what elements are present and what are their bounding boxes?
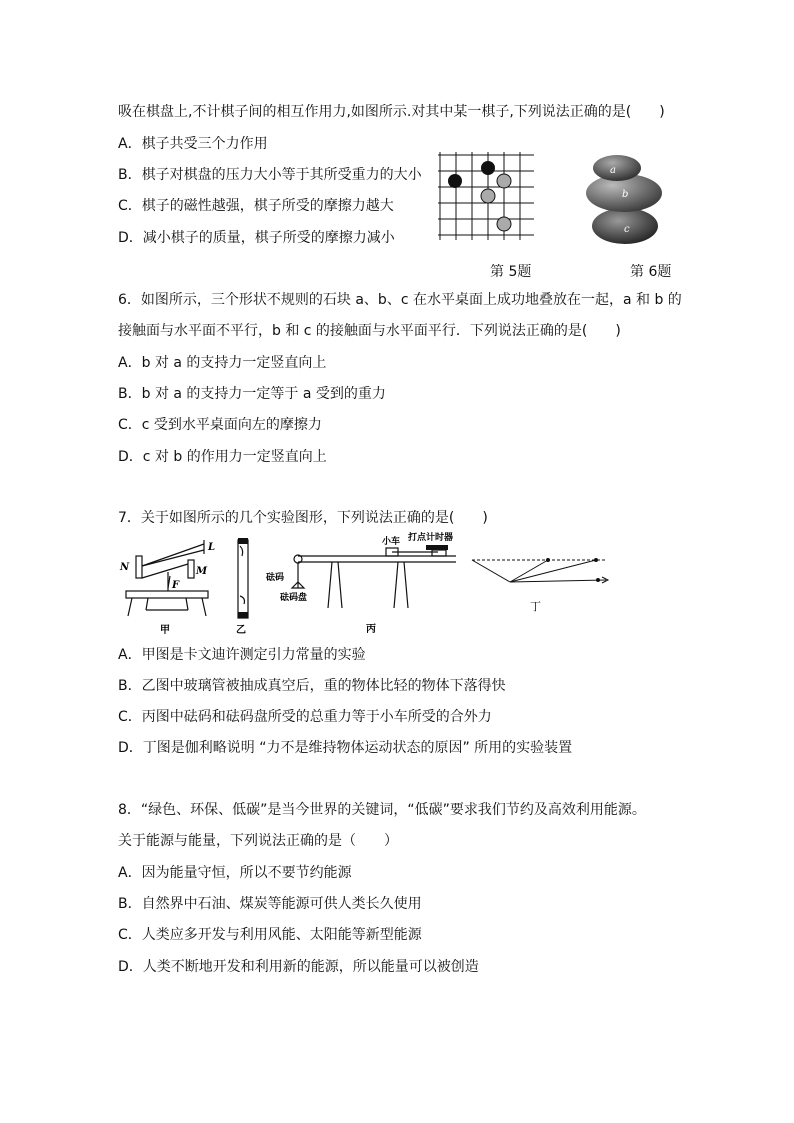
q6-figure-caption: 第 6题 (630, 264, 672, 280)
label-tray: 砝码盘 (280, 593, 308, 603)
q8-option-d: D．人类不断地开发和利用新的能源，所以能量可以被创造 (118, 959, 479, 975)
label-F: F (172, 580, 180, 591)
label-ding: 丁 (530, 600, 541, 613)
figure-ding (468, 550, 618, 614)
black-stone (448, 174, 462, 188)
label-weight: 砝码 (266, 573, 285, 583)
q7-option-d: D．丁图是伽利略说明 “力不是维持物体运动状态的原因” 所用的实验装置 (118, 740, 573, 756)
q5-option-c: C．棋子的磁性越强，棋子所受的摩擦力越大 (118, 198, 394, 214)
gray-stone (481, 189, 495, 203)
label-bing: 丙 (366, 624, 376, 635)
q8-stem-line2: 关于能源与能量，下列说法正确的是（ ） (118, 833, 398, 849)
label-timer: 打点计时器 (408, 533, 454, 543)
stone-label-a: a (610, 165, 616, 176)
gray-stone (497, 217, 511, 231)
label-N: N (120, 562, 130, 573)
figure-bing (262, 528, 462, 636)
q7-option-c: C．丙图中砝码和砝码盘所受的总重力等于小车所受的合外力 (118, 709, 492, 725)
q5-option-b: B．棋子对棋盘的压力大小等于其所受重力的大小 (118, 167, 422, 183)
stone-label-c: c (624, 224, 630, 235)
q6-option-b: B．b 对 a 的支持力一定等于 a 受到的重力 (118, 386, 386, 402)
figure-yi (232, 536, 256, 636)
figure-jia (118, 536, 218, 636)
q5-option-d: D．减小棋子的质量，棋子所受的摩擦力减小 (118, 230, 395, 246)
label-yi: 乙 (236, 625, 246, 636)
q5-stem: 吸在棋盘上,不计棋子间的相互作用力,如图所示.对其中某一棋子,下列说法正确的是( ) (118, 104, 665, 120)
label-L: L (208, 542, 216, 553)
label-jia: 甲 (160, 625, 170, 636)
q6-option-a: A．b 对 a 的支持力一定竖直向上 (118, 355, 327, 371)
q8-option-a: A．因为能量守恒，所以不要节约能源 (118, 865, 352, 881)
q8-option-b: B．自然界中石油、煤炭等能源可供人类长久使用 (118, 896, 422, 912)
q8-option-c: C．人类应多开发与利用风能、太阳能等新型能源 (118, 927, 422, 943)
q6-option-d: D．c 对 b 的作用力一定竖直向上 (118, 449, 327, 465)
gray-stone (497, 174, 511, 188)
q7-stem: 7．关于如图所示的几个实验图形，下列说法正确的是( ) (118, 510, 488, 526)
q5-option-a: A．棋子共受三个力作用 (118, 136, 268, 152)
q6-stem-line2: 接触面与水平面不平行，b 和 c 的接触面与水平面平行．下列说法正确的是( ) (118, 323, 621, 339)
label-car: 小车 (382, 537, 401, 547)
q7-option-b: B．乙图中玻璃管被抽成真空后，重的物体比轻的物体下落得快 (118, 678, 506, 694)
q5-figure-caption: 第 5题 (490, 264, 532, 280)
q7-option-a: A．甲图是卡文迪许测定引力常量的实验 (118, 647, 366, 663)
q8-stem-line1: 8．“绿色、环保、低碳”是当今世界的关键词，“低碳”要求我们节约及高效利用能源。 (118, 802, 646, 818)
label-M: M (196, 566, 208, 577)
stacked-stones-figure (580, 150, 670, 246)
black-stone (481, 161, 495, 175)
q6-option-c: C．c 受到水平桌面向左的摩擦力 (118, 417, 322, 433)
q6-stem-line1: 6．如图所示，三个形状不规则的石块 a、b、c 在水平桌面上成功地叠放在一起，a 和 b 的 (118, 292, 682, 308)
go-board-figure (436, 150, 536, 242)
stone-label-b: b (622, 189, 629, 200)
